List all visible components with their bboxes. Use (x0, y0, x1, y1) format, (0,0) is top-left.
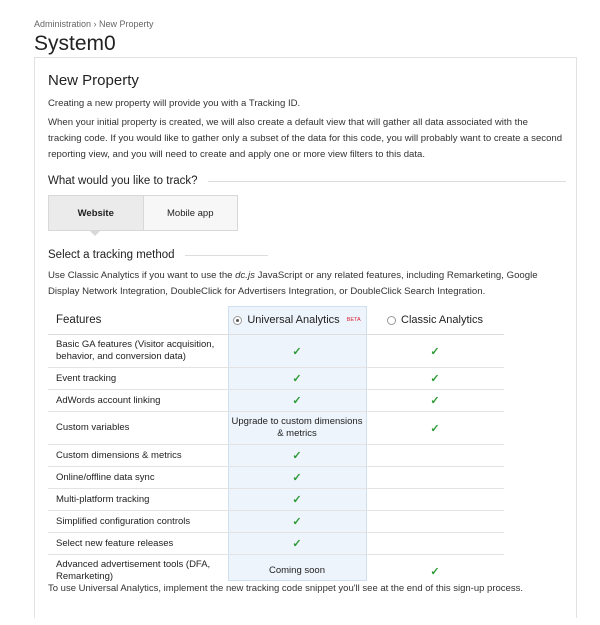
method-desc-text: JavaScript or any related features, including Remarketing, Google Display Network Integration, DoubleClick for Advertisers Integration, or DoubleClick Search Integration. (48, 270, 538, 297)
tab-mobile-app[interactable]: Mobile app (144, 195, 239, 231)
classic-check-icon: ✓ (430, 373, 440, 385)
universal-check-icon: ✓ (292, 345, 302, 358)
table-row (48, 489, 504, 511)
universal-check-icon: ✓ (292, 516, 302, 528)
selected-tab-pointer (90, 231, 100, 236)
track-question-heading (48, 175, 566, 187)
feature-name: Simplified configuration controls (56, 515, 191, 527)
universal-check-icon: ✓ (292, 395, 302, 407)
feature-name: Online/offline data sync (56, 471, 155, 483)
page-title: System0 (34, 32, 116, 55)
table-row (48, 445, 504, 467)
universal-check-icon: ✓ (292, 538, 302, 550)
intro-text: Creating a new property will provide you with a Tracking ID. (48, 98, 301, 109)
footnote: To use Universal Analytics, implement the new tracking code snippet you'll see at the end of this sign-up process. (48, 583, 523, 594)
table-row (48, 467, 504, 489)
table-body (48, 335, 504, 587)
classic-check-icon: ✓ (430, 422, 440, 435)
universal-check-icon: ✓ (292, 494, 302, 506)
feature-name: Select new feature releases (56, 537, 174, 549)
table-row (48, 412, 504, 445)
universal-check-icon: ✓ (292, 373, 302, 385)
feature-name: Custom dimensions & metrics (56, 449, 182, 461)
feature-name: Event tracking (56, 372, 117, 384)
classic-radio[interactable] (387, 316, 396, 325)
divider (185, 255, 268, 256)
feature-name: Basic GA features (Visitor acquisition, behavior, and conversion data) (56, 339, 215, 362)
universal-radio[interactable] (233, 316, 242, 325)
track-question-label: What would you like to track? (48, 175, 198, 187)
method-desc-code: dc.js (235, 270, 255, 281)
feature-name: Multi-platform tracking (56, 493, 150, 505)
table-row (48, 335, 504, 368)
universal-check-icon: ✓ (292, 472, 302, 484)
method-desc-text: Use Classic Analytics if you want to use the (48, 270, 236, 281)
classic-analytics-option[interactable] (366, 314, 504, 326)
table-row (48, 511, 504, 533)
features-header: Features (56, 314, 102, 326)
tab-website[interactable]: Website (48, 195, 144, 231)
universal-value: Coming soon (269, 565, 325, 576)
tracking-method-label: Select a tracking method (48, 249, 175, 261)
feature-name: Custom variables (56, 422, 130, 433)
classic-check-icon: ✓ (430, 565, 440, 578)
beta-badge: BETA (346, 317, 361, 323)
features-table (48, 306, 504, 587)
table-row (48, 533, 504, 555)
table-row (48, 390, 504, 412)
tracking-method-description (48, 268, 568, 300)
classic-check-icon: ✓ (430, 345, 440, 358)
classic-check-icon: ✓ (430, 395, 440, 407)
divider (208, 181, 566, 182)
universal-label: Universal Analytics (247, 314, 340, 326)
description-text: When your initial property is created, we will also create a default view that will gather all data associated with the tracking code. If you would like to gather only a subset of the data for this code, you will probably want to create a second reporting view, and you will need to create and apply one or more view filters to this data. (48, 117, 563, 160)
tracking-method-heading (48, 249, 268, 261)
feature-name: AdWords account linking (56, 394, 161, 406)
breadcrumb[interactable]: Administration › New Property (34, 19, 154, 29)
universal-check-icon: ✓ (292, 450, 302, 462)
track-type-tabs (48, 195, 238, 231)
section-heading: New Property (48, 72, 139, 89)
feature-name: Advanced advertisement tools (DFA, Remarketing) (56, 559, 211, 582)
classic-label: Classic Analytics (401, 314, 483, 326)
universal-analytics-option[interactable] (228, 314, 366, 326)
table-header (48, 306, 504, 335)
universal-value: Upgrade to custom dimensions & metrics (231, 416, 363, 439)
table-row (48, 368, 504, 390)
